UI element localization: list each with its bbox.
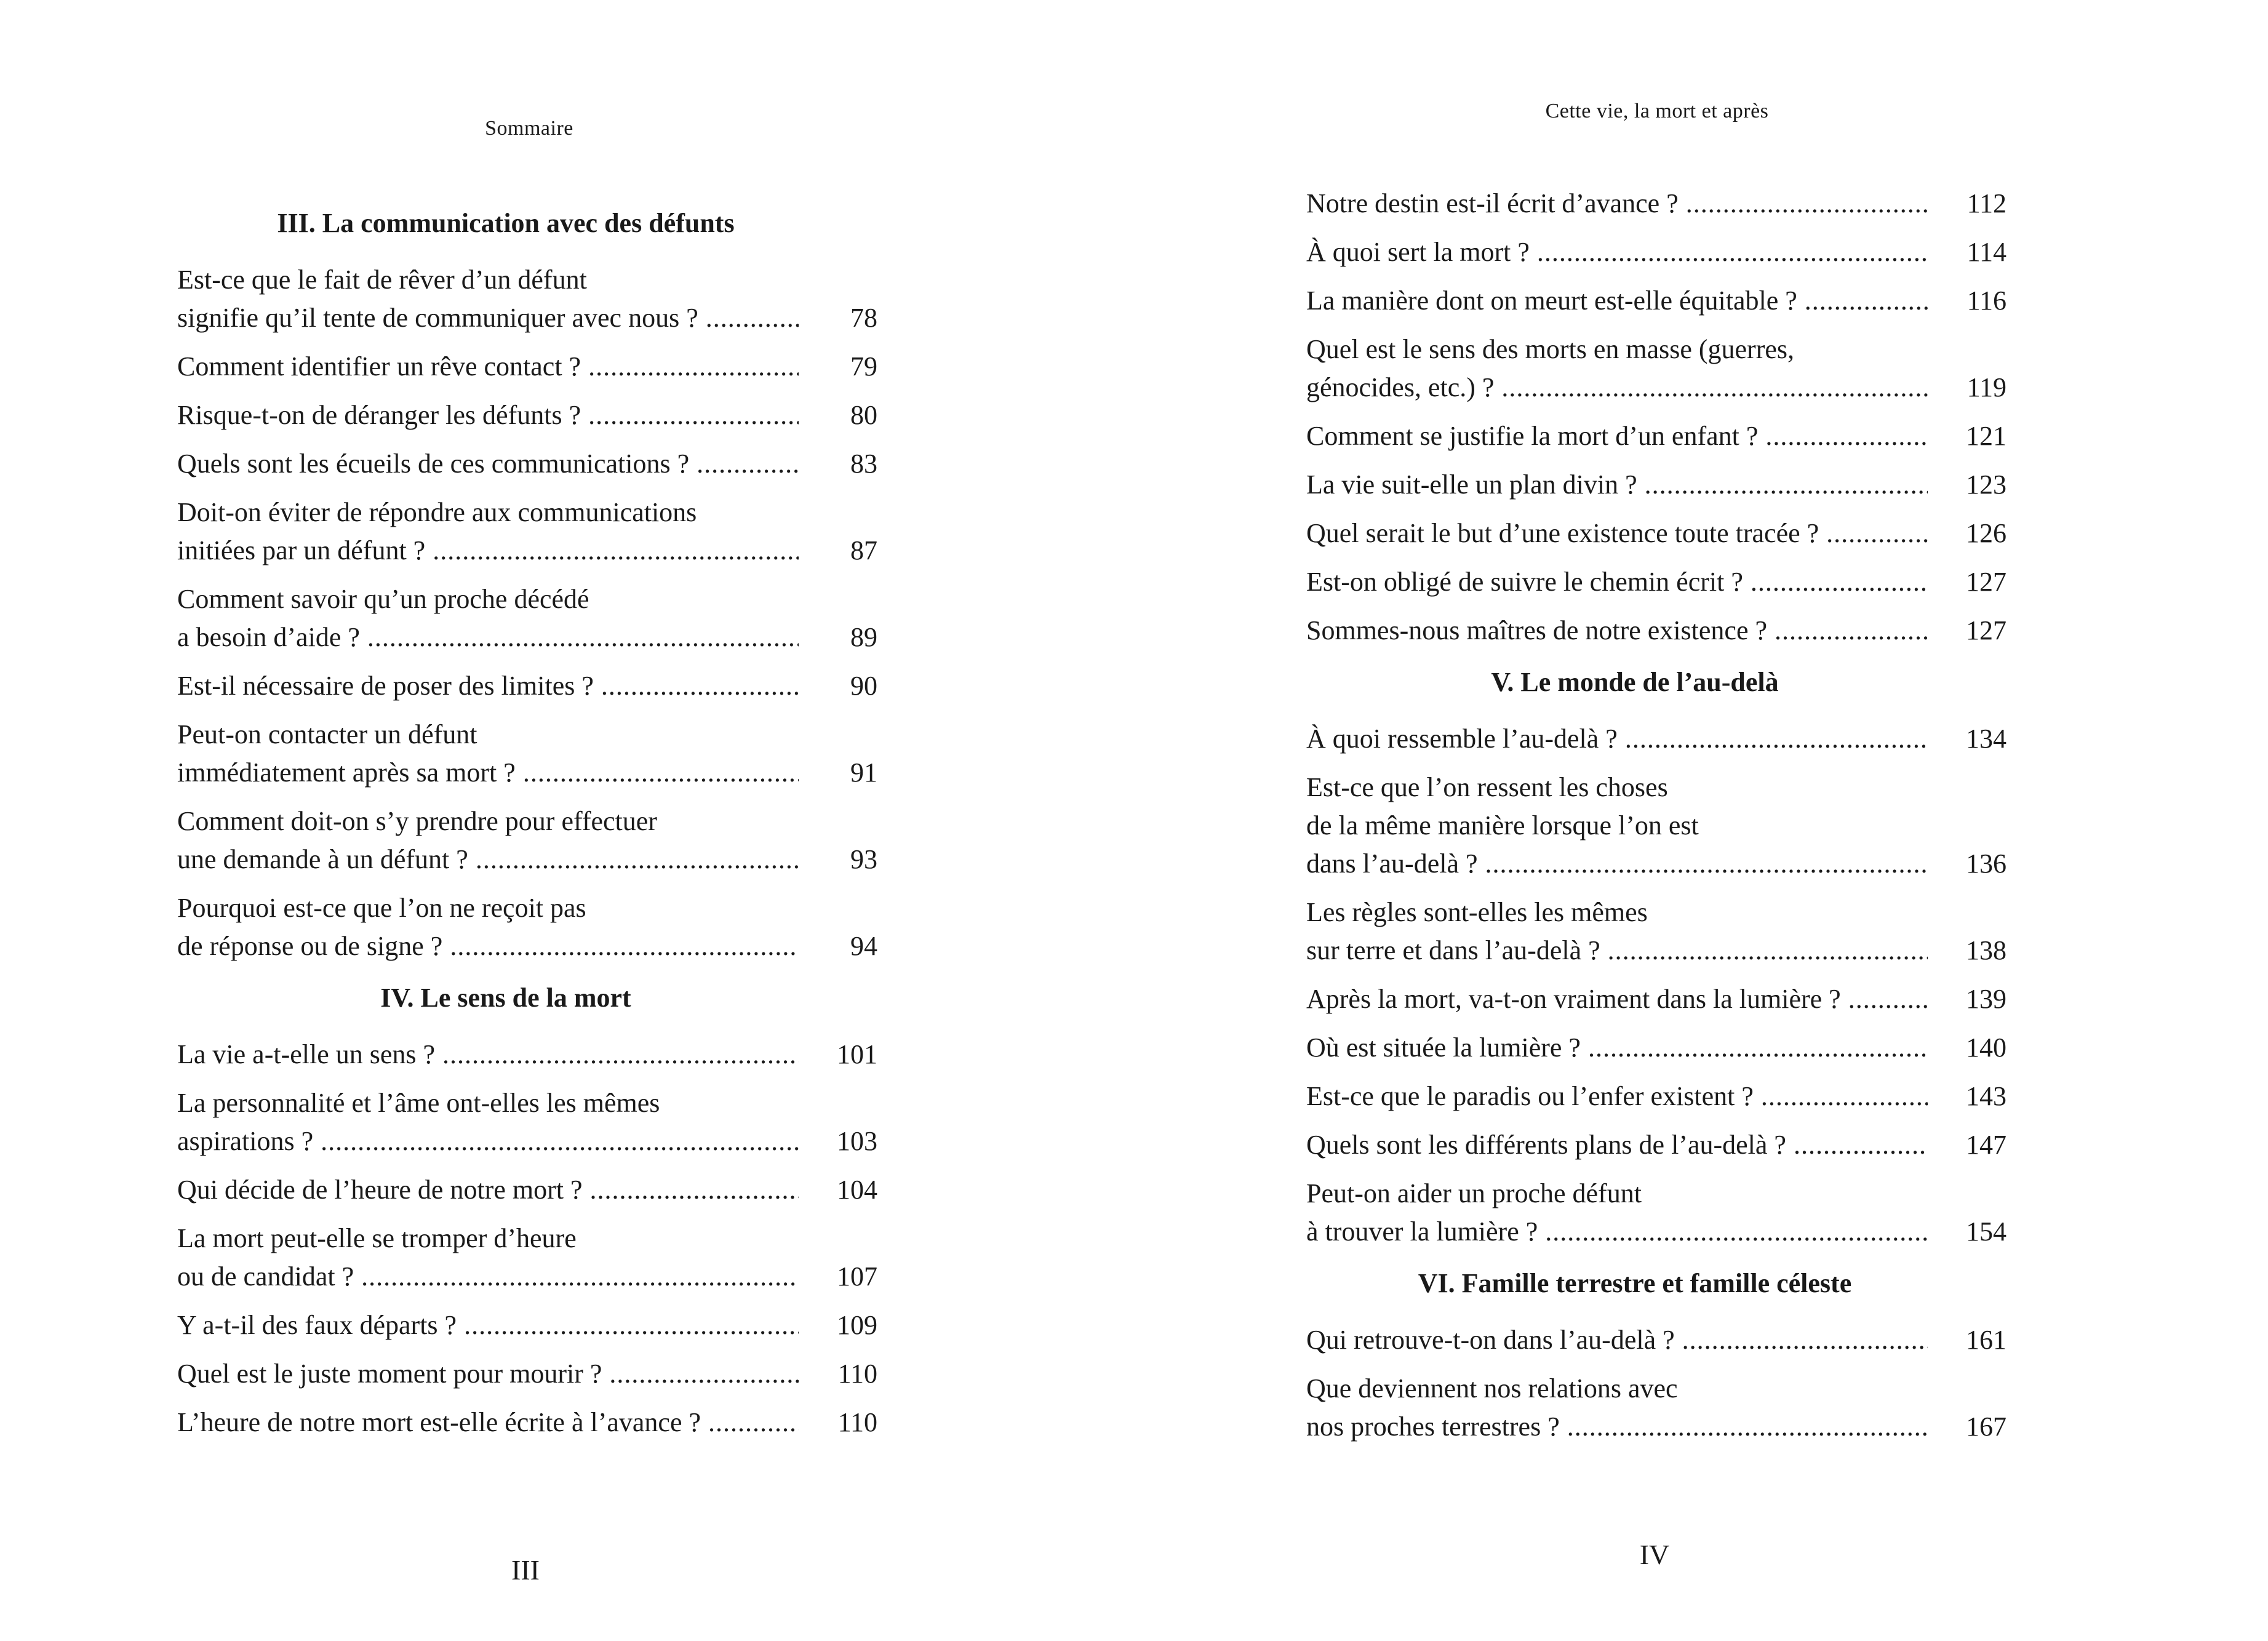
toc-entry-line: Quel est le juste moment pour mourir ? ..... [177, 1355, 799, 1393]
toc-entry-page-number: 143 [1966, 1081, 2006, 1111]
running-header: Cette vie, la mort et après [1545, 100, 1769, 122]
page-number: IV [1639, 1539, 1670, 1570]
toc-entry-line: signifie qu’il tente de communiquer avec nous ? ..... [177, 299, 799, 337]
toc-entry[interactable] [1306, 980, 2006, 1018]
toc-entry-title [1306, 185, 1928, 223]
toc-entry-line: Comment savoir qu’un proche décédé [177, 584, 589, 614]
toc-entry-line: Y a-t-il des faux départs ? ..... [177, 1306, 799, 1344]
toc-entry-title [1306, 466, 1928, 504]
toc-entry-line: À quoi sert la mort ? ..... [1306, 233, 1928, 271]
toc-entry-line: Peut-on aider un proche défunt [1306, 1178, 1642, 1208]
toc-entry-line: La mort peut-elle se tromper d’heure [177, 1223, 577, 1253]
toc-entry-page-number: 110 [837, 1407, 877, 1437]
toc-entry[interactable] [1306, 1370, 2006, 1446]
toc-entry-title [177, 1171, 799, 1209]
toc-entry-line: Quels sont les différents plans de l’au-delà ? ..... [1306, 1126, 1928, 1164]
toc-entry-page-number: 126 [1966, 518, 2006, 548]
toc-entry-line: génocides, etc.) ? ..... [1306, 369, 1928, 407]
toc-entry-line: La personnalité et l’âme ont-elles les mêmes [177, 1088, 660, 1118]
toc-entry-line: de la même manière lorsque l’on est [1306, 810, 1699, 840]
toc-entry-title [177, 1306, 799, 1344]
toc-entry[interactable] [177, 580, 877, 657]
toc-entry-page-number: 83 [850, 449, 877, 479]
toc-entry-line: à trouver la lumière ? ..... [1306, 1213, 1928, 1251]
toc-entry-page-number: 112 [1967, 188, 2006, 218]
toc-entry[interactable] [1306, 1077, 2006, 1116]
section-title: VI. Famille terrestre et famille céleste [1418, 1268, 1852, 1298]
toc-entry-title [177, 1084, 799, 1160]
toc-entry[interactable] [177, 1355, 877, 1393]
toc-entry-title [177, 802, 799, 879]
right-page [1134, 0, 2268, 1641]
toc-entry-page-number: 139 [1966, 984, 2006, 1014]
toc-entry-page-number: 116 [1967, 285, 2006, 316]
toc-entry-line: immédiatement après sa mort ? ..... [177, 754, 799, 792]
section-title: V. Le monde de l’au-delà [1491, 667, 1779, 697]
toc-entry-page-number: 87 [850, 535, 877, 565]
toc-entry-title [177, 889, 799, 965]
toc-entry-title [177, 445, 799, 483]
toc-entry-line: Risque-t-on de déranger les défunts ? ..... [177, 396, 799, 434]
toc-entry-line: Comment identifier un rêve contact ? ..... [177, 348, 799, 386]
toc-entry-line: Comment se justifie la mort d’un enfant ? ..... [1306, 417, 1928, 455]
toc-entry[interactable] [1306, 1321, 2006, 1359]
toc-entry-title [177, 716, 799, 792]
toc-entry-line: Est-ce que l’on ressent les choses [1306, 772, 1668, 802]
toc-entry-line: initiées par un défunt ? ..... [177, 532, 799, 570]
toc-entry-title [1306, 893, 1928, 970]
toc-entry[interactable] [177, 667, 877, 705]
toc-entry-line: La vie a-t-elle un sens ? ..... [177, 1036, 799, 1074]
toc-entry-page-number: 89 [850, 622, 877, 652]
toc-entry-page-number: 104 [837, 1175, 877, 1205]
toc-entry-line: Peut-on contacter un défunt [177, 719, 477, 749]
section-title: III. La communication avec des défunts [277, 208, 735, 238]
toc-entry-page-number: 138 [1966, 935, 2006, 965]
toc-entry[interactable] [177, 716, 877, 792]
toc-entry[interactable] [177, 445, 877, 483]
toc-entry-title [177, 396, 799, 434]
toc-entry-line: Est-ce que le fait de rêver d’un défunt [177, 265, 587, 295]
toc-entry-line: Quel est le sens des morts en masse (guerres, [1306, 334, 1795, 364]
table-of-contents [177, 204, 877, 1452]
toc-entry-page-number: 127 [1966, 567, 2006, 597]
toc-entry-title [1306, 1175, 1928, 1251]
toc-entry-title [1306, 1029, 1928, 1067]
toc-entry-page-number: 90 [850, 671, 877, 701]
toc-entry[interactable] [1306, 282, 2006, 320]
toc-entry-page-number: 119 [1967, 372, 2006, 402]
toc-entry-page-number: 94 [850, 931, 877, 961]
toc-entry-line: Est-on obligé de suivre le chemin écrit ? ..... [1306, 563, 1928, 601]
toc-entry-line: sur terre et dans l’au-delà ? ..... [1306, 932, 1928, 970]
toc-entry[interactable] [177, 396, 877, 434]
toc-entry-line: une demande à un défunt ? ..... [177, 840, 799, 879]
toc-entry-title [1306, 514, 1928, 553]
toc-entry-title [1306, 417, 1928, 455]
toc-entry[interactable] [1306, 233, 2006, 271]
toc-entry-page-number: 127 [1966, 615, 2006, 645]
toc-entry-page-number: 154 [1966, 1216, 2006, 1247]
toc-entry[interactable] [1306, 720, 2006, 758]
toc-entry[interactable] [1306, 185, 2006, 223]
toc-entry[interactable] [1306, 1175, 2006, 1251]
toc-entry-line: ou de candidat ? ..... [177, 1258, 799, 1296]
toc-entry-line: Notre destin est-il écrit d’avance ? ..... [1306, 185, 1928, 223]
toc-entry-page-number: 140 [1966, 1032, 2006, 1063]
toc-entry[interactable] [1306, 612, 2006, 650]
toc-entry-page-number: 78 [850, 303, 877, 333]
toc-entry-title [177, 261, 799, 337]
toc-entry-title [177, 1220, 799, 1296]
toc-entry-title [177, 1355, 799, 1393]
toc-entry[interactable] [177, 1403, 877, 1442]
toc-entry-page-number: 91 [850, 757, 877, 788]
toc-entry-line: Doit-on éviter de répondre aux communications [177, 497, 697, 527]
toc-entry-line: nos proches terrestres ? ..... [1306, 1408, 1928, 1446]
toc-entry-title [177, 667, 799, 705]
toc-entry-line: La manière dont on meurt est-elle équitable ? ..... [1306, 282, 1928, 320]
toc-entry-line: de réponse ou de signe ? ..... [177, 927, 799, 965]
toc-entry-line: Sommes-nous maîtres de notre existence ? ..... [1306, 612, 1928, 650]
toc-entry[interactable] [177, 1306, 877, 1344]
toc-entry[interactable] [177, 1171, 877, 1209]
toc-entry[interactable] [177, 1036, 877, 1074]
toc-entry[interactable] [1306, 563, 2006, 601]
toc-entry-line: À quoi ressemble l’au-delà ? ..... [1306, 720, 1928, 758]
page-number: III [511, 1554, 540, 1586]
toc-entry-page-number: 147 [1966, 1130, 2006, 1160]
toc-entry[interactable] [1306, 1126, 2006, 1164]
toc-entry-page-number: 101 [837, 1039, 877, 1069]
toc-entry-page-number: 80 [850, 400, 877, 430]
toc-entry-line: Qui décide de l’heure de notre mort ? ..... [177, 1171, 799, 1209]
toc-entry-page-number: 107 [837, 1261, 877, 1292]
toc-entry-line: Quel serait le but d’une existence toute tracée ? ..... [1306, 514, 1928, 553]
toc-entry-title [1306, 1370, 1928, 1446]
toc-entry-line: a besoin d’aide ? ..... [177, 618, 799, 657]
toc-entry-title [1306, 563, 1928, 601]
toc-entry-title [1306, 769, 1928, 883]
toc-entry-title [1306, 980, 1928, 1018]
toc-entry-line: Après la mort, va-t-on vraiment dans la lumière ? ..... [1306, 980, 1928, 1018]
toc-entry-page-number: 109 [837, 1310, 877, 1340]
toc-entry[interactable] [177, 1220, 877, 1296]
table-of-contents [1306, 185, 2006, 1456]
toc-entry-title [1306, 612, 1928, 650]
toc-entry[interactable] [177, 1084, 877, 1160]
toc-entry-line: Comment doit-on s’y prendre pour effectuer [177, 806, 657, 836]
toc-entry-title [1306, 233, 1928, 271]
toc-entry[interactable] [1306, 1029, 2006, 1067]
toc-entry-title [177, 493, 799, 570]
toc-entry[interactable] [1306, 466, 2006, 504]
toc-entry-line: Que deviennent nos relations avec [1306, 1373, 1678, 1403]
toc-entry-line: La vie suit-elle un plan divin ? ..... [1306, 466, 1928, 504]
toc-entry-page-number: 121 [1966, 421, 2006, 451]
toc-entry-page-number: 123 [1966, 469, 2006, 500]
toc-entry-page-number: 103 [837, 1126, 877, 1156]
toc-entry[interactable] [1306, 514, 2006, 553]
toc-entry-page-number: 134 [1966, 724, 2006, 754]
toc-entry-line: L’heure de notre mort est-elle écrite à l’avance ? ..... [177, 1403, 799, 1442]
toc-entry-title [1306, 330, 1928, 407]
toc-entry-title [177, 1403, 799, 1442]
toc-entry[interactable] [177, 493, 877, 570]
toc-entry-page-number: 93 [850, 844, 877, 874]
toc-entry-page-number: 79 [850, 351, 877, 381]
toc-entry-line: Où est située la lumière ? ..... [1306, 1029, 1928, 1067]
toc-entry[interactable] [1306, 769, 2006, 883]
toc-entry-title [1306, 282, 1928, 320]
toc-entry-title [1306, 1077, 1928, 1116]
section-title: IV. Le sens de la mort [380, 983, 631, 1013]
toc-entry-page-number: 161 [1966, 1325, 2006, 1355]
toc-entry-page-number: 136 [1966, 848, 2006, 879]
toc-entry-line: Qui retrouve-t-on dans l’au-delà ? ..... [1306, 1321, 1928, 1359]
toc-entry-line: Les règles sont-elles les mêmes [1306, 897, 1648, 927]
toc-entry-title [1306, 1321, 1928, 1359]
toc-entry-line: dans l’au-delà ? ..... [1306, 845, 1928, 883]
toc-entry[interactable] [1306, 330, 2006, 407]
toc-entry-line: aspirations ? ..... [177, 1122, 799, 1160]
toc-entry-line: Est-il nécessaire de poser des limites ? ..... [177, 667, 799, 705]
toc-entry-line: Est-ce que le paradis ou l’enfer existent ? ..... [1306, 1077, 1928, 1116]
running-header: Sommaire [485, 117, 573, 140]
toc-entry[interactable] [177, 348, 877, 386]
toc-entry-page-number: 110 [837, 1359, 877, 1389]
toc-entry-line: Quels sont les écueils de ces communications ? ..... [177, 445, 799, 483]
toc-entry-line: Pourquoi est-ce que l’on ne reçoit pas [177, 893, 586, 923]
toc-entry-title [177, 580, 799, 657]
toc-entry-title [177, 348, 799, 386]
toc-entry[interactable] [177, 889, 877, 965]
toc-entry[interactable] [1306, 417, 2006, 455]
toc-entry-title [1306, 720, 1928, 758]
toc-entry[interactable] [177, 261, 877, 337]
toc-entry[interactable] [177, 802, 877, 879]
toc-entry-title [1306, 1126, 1928, 1164]
toc-entry-page-number: 114 [1967, 237, 2006, 267]
toc-entry-title [177, 1036, 799, 1074]
toc-entry[interactable] [1306, 893, 2006, 970]
toc-entry-page-number: 167 [1966, 1411, 2006, 1442]
